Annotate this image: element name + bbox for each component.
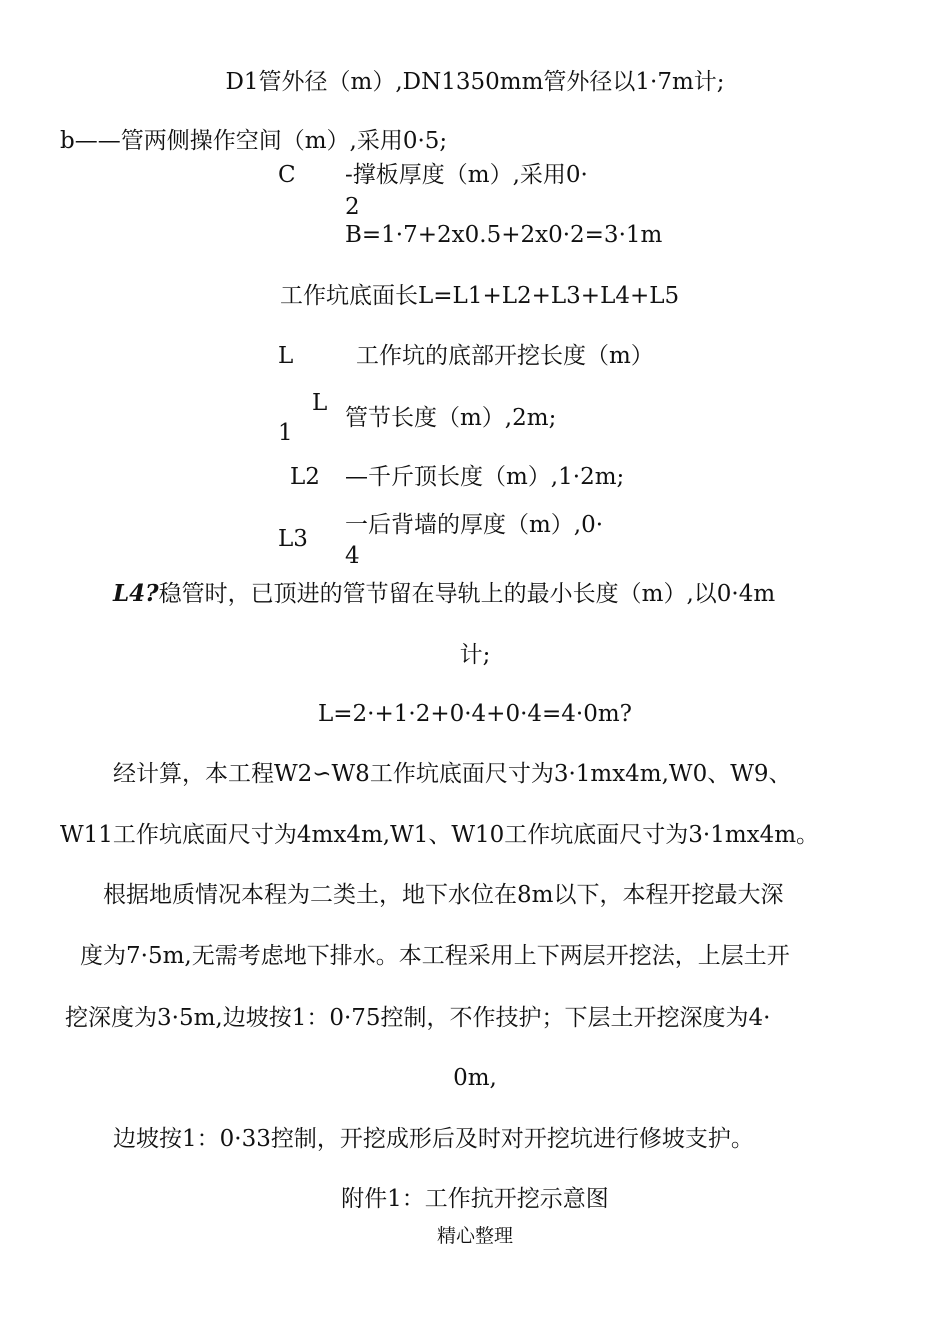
text-line-l2: —千斤顶长度（m）,1·2m;: [345, 464, 625, 490]
text-line-b: b——管两侧操作空间（m）,采用0·5;: [60, 128, 448, 154]
text-line-d1: D1管外径（m）,DN1350mm管外径以1·7m计;: [225, 69, 725, 95]
symbol-l1-a: L: [312, 390, 328, 416]
formula-l: L=2·+1·2+0·4+0·4=4·0m?: [317, 701, 633, 727]
formula-length-title: 工作坑底面长L=L1+L2+L3+L4+L5: [280, 283, 680, 309]
paragraph-1-line-1: 经计算，本工程W2∽W8工作坑底面尺寸为3·1mx4m,W0、W9、: [113, 761, 792, 787]
paragraph-2-line-5: 边坡按1：0·33控制，开挖成形后及时对开挖坑进行修坡支护。: [113, 1126, 754, 1152]
paragraph-2-line-3: 挖深度为3·5m,边坡按1：0·75控制，不作技护；下层土开挖深度为4·: [65, 1005, 771, 1031]
text-line-l1: 管节长度（m）,2m;: [345, 405, 557, 431]
text-line-l4: [113, 579, 775, 609]
text-line-l3: 一后背墙的厚度（m）,0·: [345, 512, 604, 538]
paragraph-2-line-4: 0m,: [453, 1065, 497, 1091]
symbol-l4: L4?: [113, 580, 159, 607]
text-line-l4-cont: 计;: [459, 642, 491, 668]
symbol-l2: L2: [290, 464, 320, 490]
paragraph-1-line-2: W11工作坑底面尺寸为4mx4m,W1、W10工作坑底面尺寸为3·1mx4m。: [60, 822, 820, 848]
symbol-l1-b: 1: [278, 420, 293, 446]
page-footer: 精心整理: [436, 1225, 513, 1247]
attachment-title: 附件1：工作抗开挖示意图: [341, 1186, 609, 1212]
text-line-l: 工作坑的底部开挖长度（m）: [356, 343, 654, 369]
formula-b: B=1·7+2x0.5+2x0·2=3·1m: [345, 222, 663, 248]
paragraph-2-line-2: 度为7·5m,无需考虑地下排水。本工程采用上下两层开挖法，上层土开: [80, 943, 790, 969]
text-line-c-cut: 2: [345, 194, 360, 220]
text-line-l3-cut: 4: [345, 543, 360, 569]
symbol-l3: L3: [278, 526, 308, 552]
text-line-c: -撑板厚度（m）,采用0·: [345, 162, 588, 188]
paragraph-2-line-1: 根据地质情况本程为二类土，地下水位在8m以下，本程开挖最大深: [103, 882, 784, 908]
symbol-l: L: [278, 343, 294, 369]
symbol-c: C: [278, 162, 296, 188]
text-line-l4-desc: 稳管时，已顶进的管节留在导轨上的最小长度（m）,以0·4m: [158, 581, 776, 607]
